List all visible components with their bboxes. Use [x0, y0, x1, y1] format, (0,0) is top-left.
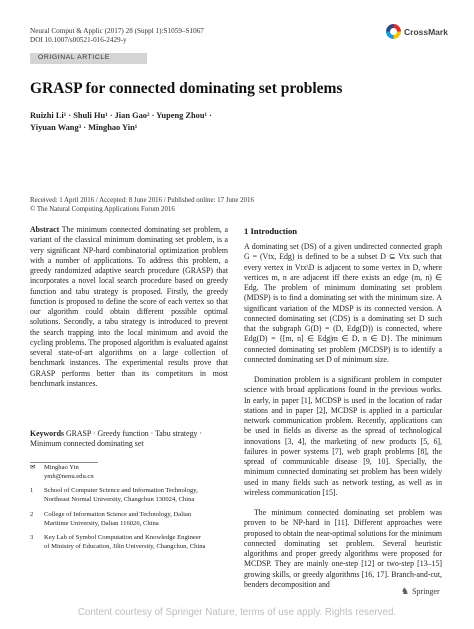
affiliation-line: Northeast Normal University, Changchun 130024, China [44, 496, 195, 504]
affiliation-line: School of Computer Science and Information Technology, [44, 487, 198, 495]
author-affiliations [30, 464, 230, 558]
publication-dates [30, 196, 254, 214]
footnote-item [30, 511, 230, 528]
footnote-item [30, 464, 230, 481]
footnote-mark: 2 [30, 510, 34, 518]
journal-citation [30, 27, 204, 46]
springer-horse-icon: ♞ [401, 586, 410, 596]
author-list [30, 110, 450, 133]
publisher-name: Springer [412, 587, 440, 596]
crossmark-icon [386, 24, 401, 39]
article-title: GRASP for connected dominating set problems [30, 80, 343, 97]
journal-line-1: Neural Comput & Applic (2017) 28 (Suppl 1):S1059–S1067 [30, 27, 204, 35]
abstract-text: The minimum connected dominating set problem, a variant of the classical minimum dominating set problem, is a very significant NP-hard combinatorial optimization problem with a number of applications. To address this problem, a greedy randomized adaptive search procedure (GRASP) that incorporates a novel local search procedure based on greedy function and tabu strategy is proposed. Firstly, the greedy function is proposed to define the score of each vertex so that our algorithm could obtain different possible optimal solutions. Secondly, a tabu strategy is introduced to prevent the search trapping into the local minimum and avoid the cycling problems. The proposed algorithm is evaluated against several state-of-art algorithms on a large collection of benchmark instances. The experimental results prove that GRASP performs better than its competitors in most benchmark instances. [30, 225, 228, 388]
crossmark-badge[interactable] [386, 24, 448, 39]
keywords-heading: Keywords [30, 429, 64, 438]
footnote-item [30, 534, 230, 551]
envelope-icon: ✉ [30, 464, 36, 471]
introduction-heading: 1 Introduction [244, 226, 298, 236]
footnote-item [30, 487, 230, 504]
authors-line-1[interactable]: Ruizhi Li¹ · Shuli Hu¹ · Jian Gao² · Yupeng Zhou¹ · [30, 111, 212, 120]
journal-doi[interactable]: DOI 10.1007/s00521-016-2429-y [30, 36, 127, 45]
affiliation-line: of Ministry of Education, Jilin University, Changchun, China [44, 542, 206, 550]
affiliation-line: Maritime University, Dalian 116026, China [44, 519, 159, 527]
keywords-section [30, 429, 228, 450]
footnote-divider [30, 462, 98, 463]
introduction-section [244, 242, 442, 590]
keywords-text: GRASP · Greedy function · Tabu strategy · Minimum connected dominating set [30, 429, 202, 449]
corresponding-email[interactable]: ymh@nenu.edu.cn [44, 472, 94, 480]
article-type-label: ORIGINAL ARTICLE [38, 54, 110, 61]
intro-paragraph-2: Domination problem is a significant problem in computer science with broad applications found in the previous works. In early, in paper [1], MCDSP is used in the location of radar stations and in paper [2], MCDSP is applied in a particular network communication problem. Recently, applications can be used in fields as diverse as the spread of technological innovations [3, 4], the marketing of new products [5, 6], failures in power systems [7], web graph problems [8], the spread of communicable disease [9, 10]. Specially, the minimum connected dominating set problem has been widely used in many fields such as network testing, as well as in wireless communication [15]. [244, 375, 442, 497]
corresponding-author: Minghao Yin [44, 464, 79, 471]
affiliation-line: College of Information Science and Technology, Dalian [44, 510, 192, 518]
footnote-mark: 3 [30, 534, 34, 542]
intro-paragraph-1: A dominating set (DS) of a given undirected connected graph G = (Vtx, Edg) is defined to be a subset D ⊆ Vtx such that every vertex in Vtx\D is adjacent to some vertex in D, where vertices m, n are adjacent iff there exists an edge (m, n) ∈ Edg. The problem of minimum dominating set problem (MDSP) is to find a dominating set with the minimum size. A significant variation of the MDSP is its connected version. A connected dominating set (CDS) is a dominating set D such that the subgraph G(D) = (D, Edg(D)) is connected, where Edg(D) = {[m, n] ∈ Edg|m ∈ D, n ∈ D}. The minimum connected dominating set problem (MCDSP) is to identify a connected dominating set D of minimum size. [244, 242, 442, 364]
article-type-bar [30, 53, 147, 64]
affiliation-line: Key Lab of Symbol Computation and Knowledge Engineer [44, 534, 201, 542]
footnote-mark: 1 [30, 487, 34, 495]
intro-paragraph-3: The minimum connected dominating set problem was proven to be NP-hard in [11]. Different approaches were proposed to obtain the near-optimal solutions for the minimum connected dominating set problem. Several heuristic algorithms and proper greedy algorithms were proposed for MCDSP. They are mainly one-step [12] or two-step [13–15] growing skills, or greedy algorithms [16, 17]. Branch-and-cut, benders decomposition and [244, 508, 442, 589]
springer-logo [401, 586, 440, 597]
dates-line: Received: 1 April 2016 / Accepted: 8 June 2016 / Published online: 17 June 2016 [30, 197, 254, 204]
courtesy-notice: Content courtesy of Springer Nature, terms of use apply. Rights reserved. [77, 607, 397, 618]
authors-line-2[interactable]: Yiyuan Wang³ · Minghao Yin¹ [30, 122, 138, 132]
abstract-heading: Abstract [30, 225, 60, 234]
crossmark-label: CrossMark [404, 26, 448, 37]
abstract-section [30, 225, 228, 389]
copyright-line: © The Natural Computing Applications Forum 2016 [30, 206, 175, 213]
